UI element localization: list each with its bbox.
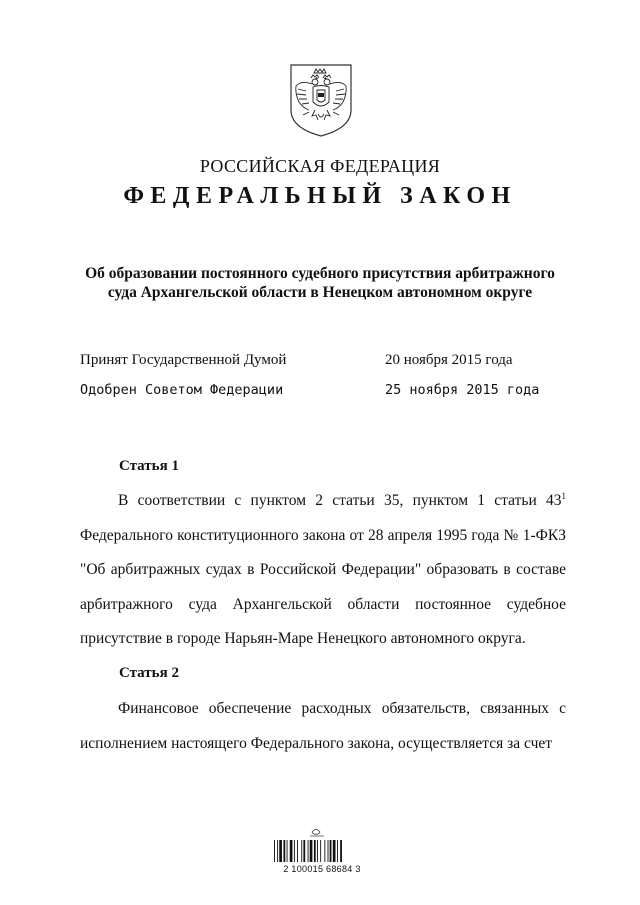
duma-adoption-row bbox=[80, 352, 540, 374]
country-name: РОССИЙСКАЯ ФЕДЕРАЦИЯ bbox=[199, 156, 441, 176]
article-1-text bbox=[80, 484, 566, 657]
law-title-line-1: Об образовании постоянного судебного присутствия арбитражного bbox=[85, 265, 555, 282]
article-1-text-start: В соответствии с пунктом 2 статьи 35, пунктом 1 статьи 43 bbox=[118, 492, 562, 509]
document-type: ФЕДЕРАЛЬНЫЙ ЗАКОН bbox=[123, 183, 517, 209]
barcode-number: 2 100015 68684 3 bbox=[283, 864, 361, 874]
council-approval-date: 25 ноября 2015 года bbox=[385, 382, 540, 398]
article-2-text: Финансовое обеспечение расходных обязательств, связанных с исполнением настоящего Федерального закона, осуществляется за счет bbox=[80, 700, 566, 752]
council-approval-row bbox=[80, 382, 540, 404]
article-1-text-end: Федерального конституционного закона от 28 апреля 1995 года № 1-ФКЗ "Об арбитражных судах в Российской Федерации" образовать в составе арбитражного суда Архангельской области постоянное судебное присутствие в городе Нарьян-Маре Ненецкого автономного округа. bbox=[80, 526, 566, 647]
russian-coat-of-arms-icon bbox=[287, 62, 355, 138]
duma-adoption-label: Принят Государственной Думой bbox=[80, 352, 287, 368]
council-approval-label: Одобрен Советом Федерации bbox=[80, 382, 284, 398]
duma-adoption-date: 20 ноября 2015 года bbox=[385, 352, 513, 368]
barcode-icon bbox=[268, 824, 368, 884]
article-1-superscript: 1 bbox=[561, 490, 566, 501]
law-title-line-2: суда Архангельской области в Ненецком автономном округе bbox=[107, 284, 533, 301]
article-2-heading: Статья 2 bbox=[119, 665, 179, 681]
article-1-heading: Статья 1 bbox=[119, 458, 179, 474]
law-title bbox=[60, 264, 580, 302]
